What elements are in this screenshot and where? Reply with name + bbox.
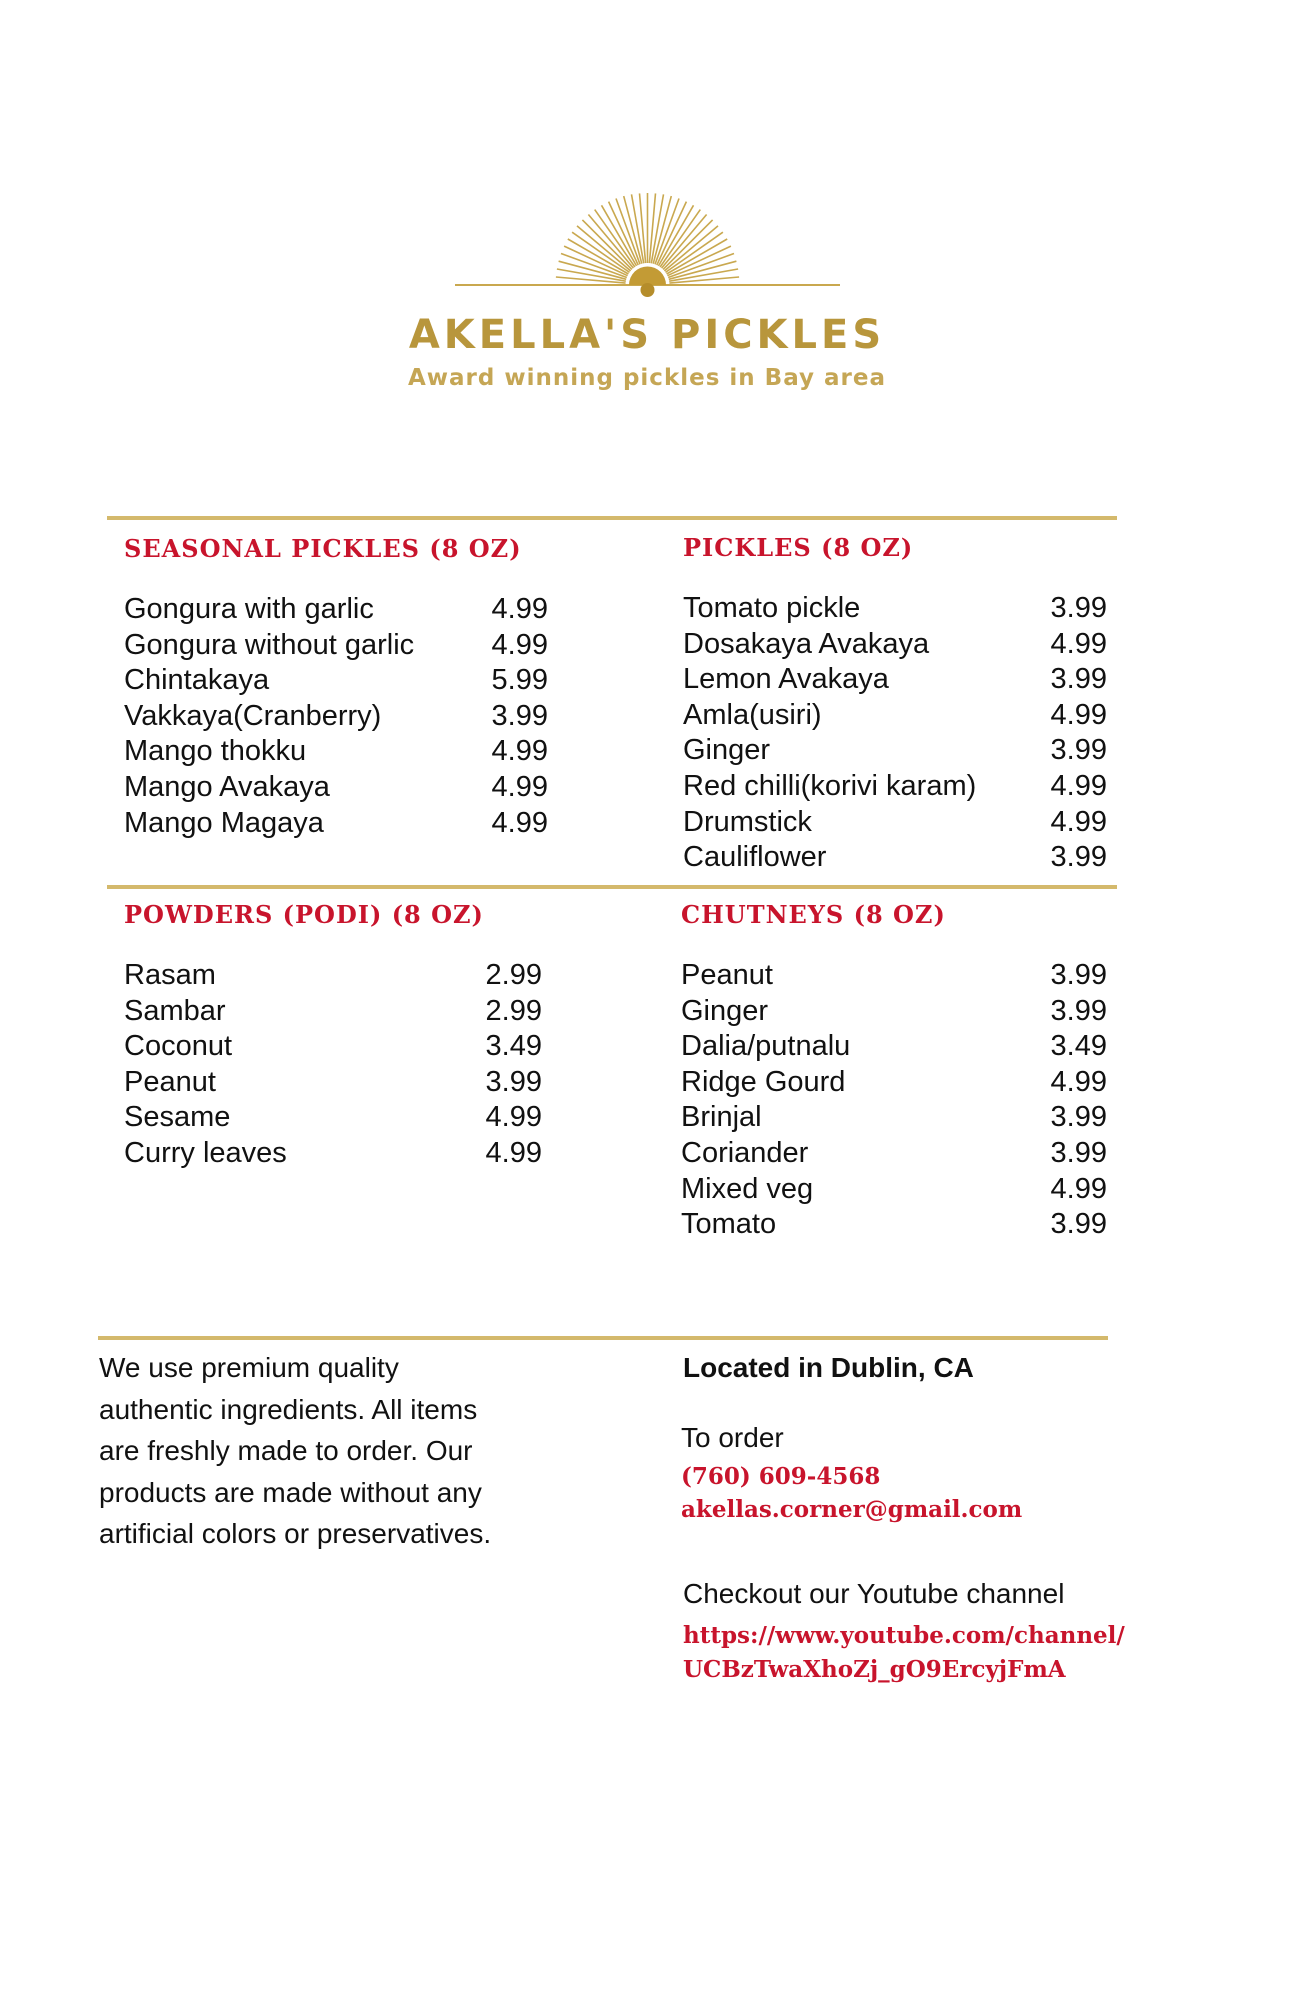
item-price: 4.99 (485, 1136, 542, 1169)
item-price: 4.99 (491, 735, 548, 768)
menu-item (681, 1207, 1107, 1243)
menu-item (124, 806, 548, 842)
menu-item (681, 1029, 1107, 1065)
menu-item (124, 592, 548, 628)
menu-item (681, 1136, 1107, 1172)
sunburst-logo-icon (455, 190, 840, 300)
about-line: products are made without any (99, 1476, 482, 1508)
item-name: Gongura with garlic (124, 593, 374, 625)
brand-subtitle: Award winning pickles in Bay area (407, 365, 887, 391)
item-price: 2.99 (485, 994, 542, 1027)
menu-item (124, 994, 542, 1030)
about-line: authentic ingredients. All items (99, 1393, 478, 1425)
menu-item (124, 628, 548, 664)
item-name: Dosakaya Avakaya (683, 627, 930, 660)
about-line: are freshly made to order. Our (99, 1435, 473, 1466)
item-name: Dalia/putnalu (681, 1030, 851, 1063)
menu-item (683, 662, 1107, 698)
item-price: 4.99 (1050, 1065, 1107, 1098)
item-price: 4.99 (491, 770, 548, 803)
menu-item (683, 769, 1107, 805)
item-name: Coconut (124, 1030, 233, 1063)
item-price: 3.99 (1050, 592, 1107, 624)
phone-link[interactable]: (760) 609-4568 (681, 1463, 881, 1490)
item-price: 4.99 (491, 806, 548, 839)
brand-title: AKELLA'S PICKLES (408, 312, 886, 358)
item-price: 3.49 (485, 1030, 542, 1063)
item-price: 3.99 (1050, 1136, 1107, 1169)
item-price: 4.99 (491, 628, 548, 661)
menu-item (683, 627, 1107, 663)
menu-item (124, 1100, 542, 1136)
menu-item (124, 663, 548, 699)
divider-footer (98, 1336, 1108, 1340)
item-price: 4.99 (1050, 769, 1107, 802)
youtube-label: Checkout our Youtube channel (683, 1578, 1065, 1609)
item-price: 3.99 (1050, 663, 1107, 696)
menu-item (124, 699, 548, 735)
menu-item (681, 1100, 1107, 1136)
item-price: 2.99 (485, 959, 542, 991)
menu-item (681, 1065, 1107, 1101)
menu-item (124, 734, 548, 770)
powders-section (124, 900, 542, 1172)
section-title: POWDERS (PODI) (8 OZ) (124, 900, 484, 929)
item-name: Red chilli(korivi karam) (683, 769, 977, 802)
menu-item (124, 1029, 542, 1065)
about-line: We use premium quality (99, 1352, 399, 1383)
menu-item (683, 840, 1107, 876)
item-price: 3.99 (1050, 1101, 1107, 1134)
item-name: Tomato (681, 1208, 777, 1241)
menu-item (683, 805, 1107, 841)
menu-item (681, 994, 1107, 1030)
section-title: PICKLES (8 OZ) (683, 533, 914, 562)
item-name: Curry leaves (124, 1136, 287, 1169)
seasonal-pickles-section (124, 534, 548, 841)
item-name: Ginger (681, 994, 769, 1027)
menu-item (683, 591, 1107, 627)
item-name: Peanut (124, 1065, 216, 1098)
item-name: Vakkaya(Cranberry) (124, 699, 382, 732)
section-title: CHUTNEYS (8 OZ) (681, 900, 946, 929)
menu-item (124, 770, 548, 806)
email-link[interactable]: akellas.corner@gmail.com (681, 1496, 1023, 1523)
item-name: Rasam (124, 959, 216, 991)
menu-item (683, 698, 1107, 734)
menu-item (124, 958, 542, 994)
item-name: Sesame (124, 1101, 231, 1134)
item-name: Drumstick (683, 805, 812, 838)
item-name: Mixed veg (681, 1172, 814, 1205)
chutneys-section (681, 900, 1107, 1243)
menu-item (681, 958, 1107, 994)
item-name: Peanut (681, 959, 773, 991)
item-price: 3.49 (1050, 1030, 1107, 1063)
item-name: Mango Magaya (124, 806, 324, 839)
item-name: Lemon Avakaya (683, 663, 889, 696)
item-price: 5.99 (491, 664, 548, 697)
item-name: Sambar (124, 994, 226, 1027)
menu-item (124, 1136, 542, 1172)
item-name: Ginger (683, 734, 771, 767)
menu-item (683, 733, 1107, 769)
item-price: 3.99 (1050, 1208, 1107, 1241)
about-text (99, 1347, 569, 1555)
order-label: To order (681, 1422, 784, 1453)
item-price: 4.99 (485, 1101, 542, 1134)
item-price: 3.99 (1050, 994, 1107, 1027)
menu-item (124, 1065, 542, 1101)
item-name: Cauliflower (683, 841, 827, 874)
item-price: 4.99 (1050, 805, 1107, 838)
item-name: Mango Avakaya (124, 770, 330, 803)
menu-item (681, 1172, 1107, 1208)
youtube-link[interactable] (683, 1619, 1125, 1687)
item-name: Ridge Gourd (681, 1065, 846, 1098)
item-name: Brinjal (681, 1101, 762, 1134)
item-name: Coriander (681, 1136, 809, 1169)
pickles-section (683, 533, 1107, 876)
location-text: Located in Dublin, CA (683, 1352, 974, 1383)
item-name: Mango thokku (124, 735, 307, 768)
item-price: 3.99 (1050, 841, 1107, 874)
item-price: 3.99 (1050, 734, 1107, 767)
youtube-url-line: UCBzTwaXhoZj_gO9ErcyjFmA (683, 1656, 1066, 1683)
item-price: 4.99 (1050, 1172, 1107, 1205)
item-name: Chintakaya (124, 664, 270, 697)
item-price: 4.99 (1050, 627, 1107, 660)
youtube-url-line: https://www.youtube.com/channel/ (683, 1622, 1125, 1649)
item-name: Tomato pickle (683, 592, 861, 624)
item-price: 3.99 (491, 699, 548, 732)
item-price: 4.99 (1050, 698, 1107, 731)
section-title: SEASONAL PICKLES (8 OZ) (124, 534, 522, 563)
item-price: 3.99 (485, 1065, 542, 1098)
divider-top (107, 516, 1117, 520)
item-name: Gongura without garlic (124, 628, 415, 661)
item-price: 4.99 (491, 593, 548, 625)
divider-middle (107, 885, 1117, 889)
item-name: Amla(usiri) (683, 698, 822, 731)
item-price: 3.99 (1050, 959, 1107, 991)
about-line: artificial colors or preservatives. (99, 1518, 492, 1549)
